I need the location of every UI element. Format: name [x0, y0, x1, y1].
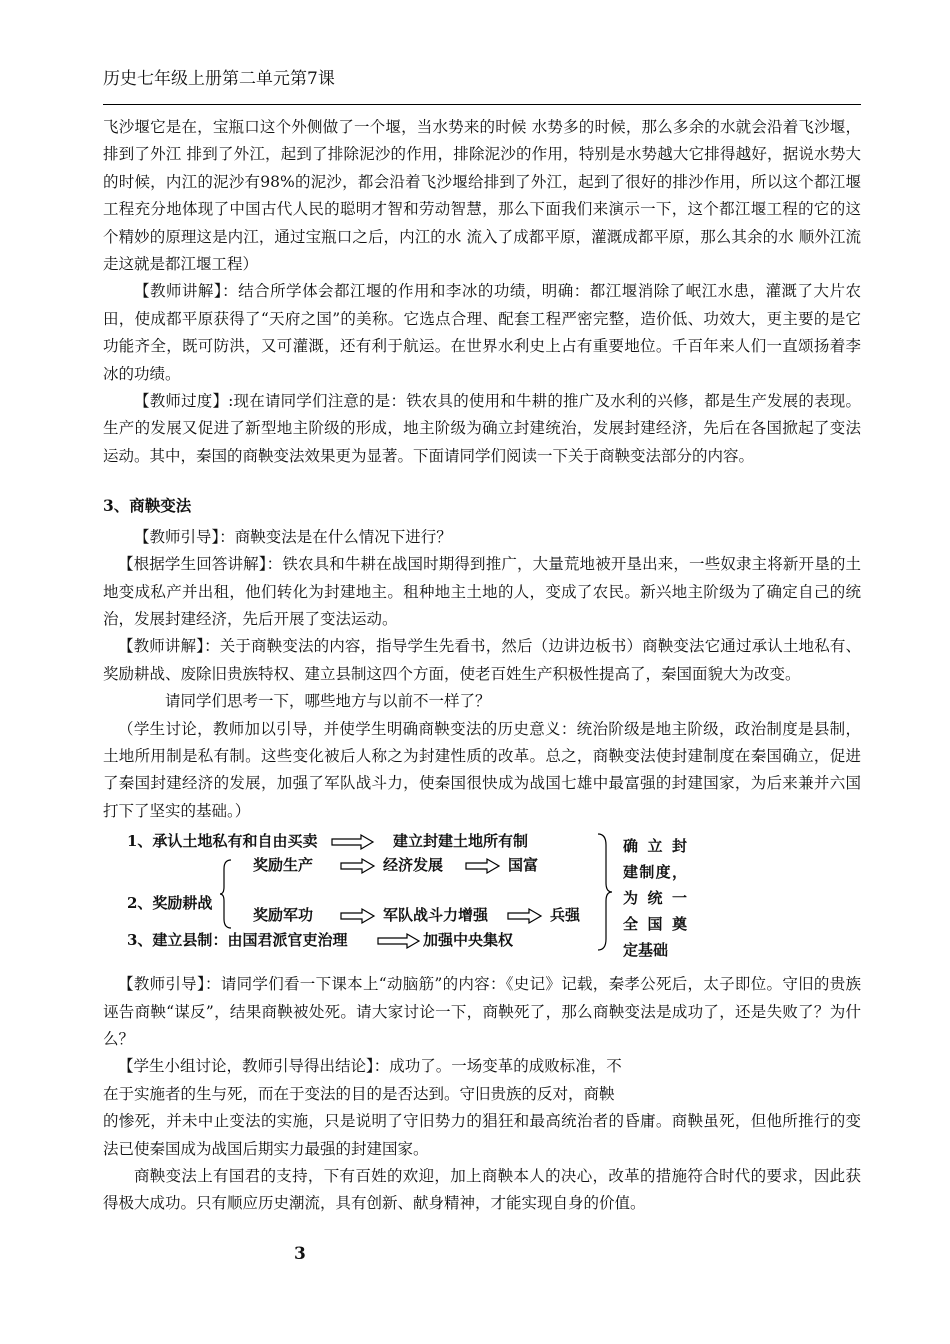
conclusion-line: 确 立 封 — [623, 837, 687, 856]
diagram-branch-a-2: 经济发展 — [383, 856, 444, 875]
diagram-row1-right: 建立封建土地所有制 — [393, 832, 529, 851]
conclusion-line: 全 国 奠 — [623, 915, 687, 934]
diagram-branch-b-1: 奖励军功 — [253, 906, 314, 925]
paragraph: 的惨死，并未中止变法的实施，只是说明了守旧势力的猖狂和最高统治者的昏庸。商鞅虽死，但他所推行的变法已使秦国成为战国后期实力最强的封建国家。 — [103, 1112, 861, 1158]
diagram-branch-a-3: 国富 — [508, 856, 539, 875]
arrow-icon — [465, 859, 501, 873]
arrow-icon — [340, 909, 376, 923]
document-body — [103, 114, 861, 1218]
diagram-branch-b-2: 军队战斗力增强 — [383, 906, 489, 925]
header-rule — [103, 104, 861, 105]
diagram-conclusion — [623, 833, 687, 963]
paragraph: 飞沙堰它是在，宝瓶口这个外侧做了一个堰，当水势来的时候 水势多的时候，那么多余的水就会沿着飞沙堰，排到了外江 排到了外江，起到了排除泥沙的作用，排除泥沙的作用，特别是水势越大它排得越好，据说水势大的时候，内江的泥沙有98%的泥沙，都会沿着飞沙堰给排到了外江，起到了很好的排沙作用，所以这个都江堰工程充分地体现了中国古代人民的聪明才智和劳动智慧，那么下面我们来演示一下，这个都江堰工程的它的这个精妙的原理这是内江，通过宝瓶口之后，内江的水 流入了成都平原，灌溉成都平原，那么其余的水 顺外江流走这就是都江堰工程） — [103, 118, 861, 274]
paragraph: 【教师引导】：请同学们看一下课本上“动脑筋”的内容：《史记》记载，秦孝公死后，太子即位。守旧的贵族诬告商鞅“谋反”，结果商鞅被处死。请大家讨论一下，商鞅死了，那么商鞅变法是成功了，还是失败了？为什么？ — [103, 975, 861, 1048]
paragraph: 在于实施者的生与死，而在于变法的目的是否达到。守旧贵族的反对，商鞅 — [103, 1084, 615, 1103]
page-header: 历史七年级上册第二单元第7课 — [103, 69, 335, 89]
paragraph: 【学生小组讨论，教师引导得出结论】：成功了。一场变革的成败标准，不 — [118, 1057, 622, 1076]
paragraph: 商鞅变法上有国君的支持，下有百姓的欢迎，加上商鞅本人的决心，改革的措施符合时代的要求，因此获得极大成功。只有顺应历史潮流，具有创新、献身精神，才能实现自身的价值。 — [103, 1167, 861, 1213]
arrow-icon — [331, 835, 375, 849]
page-number: 3 — [294, 1244, 306, 1264]
diagram-row3-left: 3、建立县制：由国君派官吏治理 — [127, 931, 348, 950]
conclusion-line: 定基础 — [623, 941, 669, 960]
right-brace-icon — [597, 833, 613, 951]
paragraph: 【根据学生回答讲解】：铁农具和牛耕在战国时期得到推广，大量荒地被开垦出来，一些奴隶主将新开垦的土地变成私产并出租，他们转化为封建地主。租种地主土地的人，变成了农民。新兴地主阶级为了确定自己的统治，发展封建经济，先后开展了变法运动。 — [103, 555, 861, 628]
reform-diagram — [103, 831, 861, 959]
paragraph: 请同学们思考一下，哪些地方与以前不一样了？ — [165, 692, 491, 711]
arrow-icon — [340, 859, 376, 873]
left-brace-icon — [219, 859, 233, 929]
paragraph: 【教师讲解】：结合所学体会都江堰的作用和李冰的功绩，明确：都江堰消除了岷江水患，灌溉了大片农田，使成都平原获得了“天府之国”的美称。它选点合理、配套工程严密完整，造价低、功效大，更主要的是它功能齐全，既可防洪，又可灌溉，还有利于航运。在世界水利史上占有重要地位。千百年来人们一直颂扬着李冰的功绩。 — [103, 282, 861, 383]
arrow-icon — [377, 934, 421, 948]
paragraph: 【教师讲解】：关于商鞅变法的内容，指导学生先看书，然后（边讲边板书）商鞅变法它通过承认土地私有、奖励耕战、废除旧贵族特权、建立县制这四个方面，使老百姓生产积极性提高了，秦国面貌大为改变。 — [103, 637, 861, 683]
arrow-icon — [507, 909, 543, 923]
diagram-row3-right: 加强中央集权 — [423, 931, 514, 950]
section-title: 3、商鞅变法 — [103, 496, 192, 516]
diagram-row1-left: 1、承认土地私有和自由买卖 — [127, 832, 318, 851]
diagram-branch-a-1: 奖励生产 — [253, 856, 314, 875]
paragraph: 【教师过度】:现在请同学们注意的是：铁农具的使用和牛耕的推广及水利的兴修，都是生产发展的表现。生产的发展又促进了新型地主阶级的形成，地主阶级为确立封建统治，发展封建经济，先后在各国掀起了变法运动。其中，秦国的商鞅变法效果更为显著。下面请同学们阅读一下关于商鞅变法部分的内容。 — [103, 392, 861, 465]
conclusion-line: 为 统 一 — [623, 889, 687, 908]
paragraph: （学生讨论，教师加以引导，并使学生明确商鞅变法的历史意义：统治阶级是地主阶级，政治制度是县制，土地所用制是私有制。这些变化被后人称之为封建性质的改革。总之，商鞅变法使封建制度在秦国确立，促进了秦国封建经济的发展，加强了军队战斗力，使秦国很快成为战国七雄中最富强的封建国家，为后来兼并六国打下了坚实的基础。） — [103, 719, 861, 820]
paragraph: 【教师引导】：商鞅变法是在什么情况下进行？ — [134, 527, 452, 546]
diagram-branch-b-3: 兵强 — [550, 906, 581, 925]
conclusion-line: 建制度， — [623, 863, 687, 882]
diagram-row2-label: 2、奖励耕战 — [127, 894, 213, 913]
